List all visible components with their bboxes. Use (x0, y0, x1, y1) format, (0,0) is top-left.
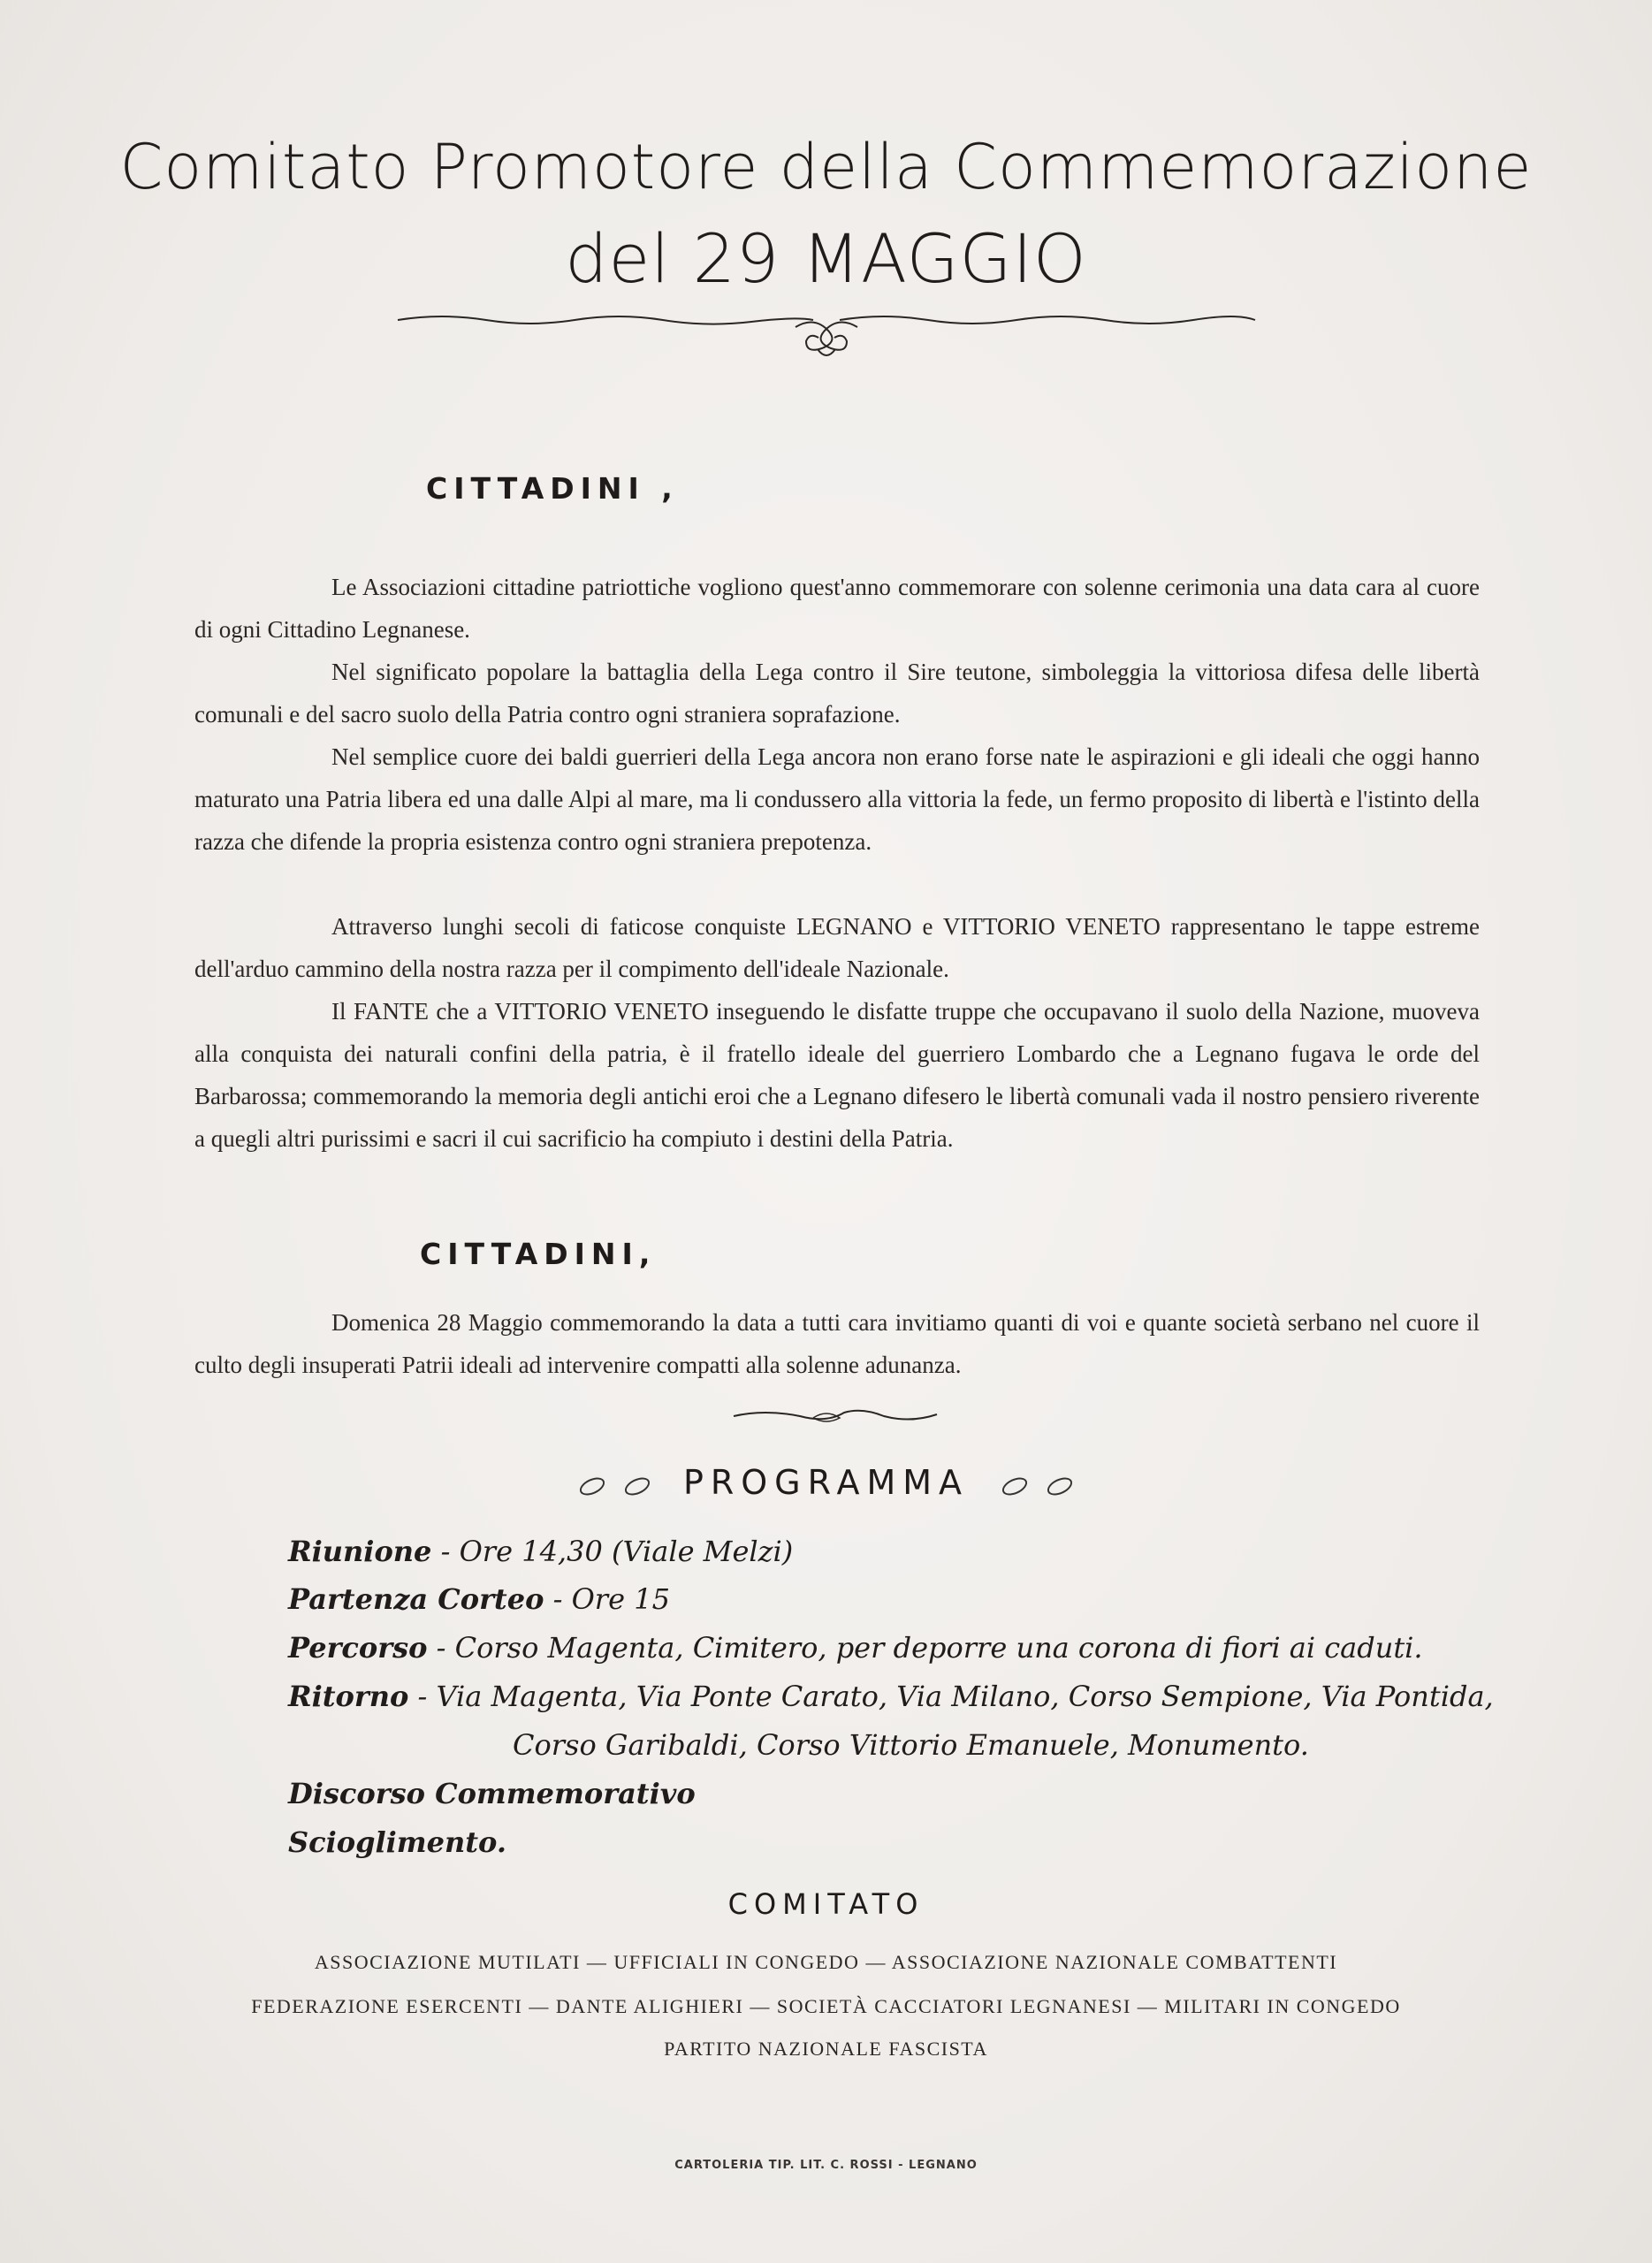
programma-heading-row (0, 1463, 1652, 1502)
programma-heading: PROGRAMMA (682, 1463, 970, 1502)
program-item (288, 1582, 670, 1616)
program-item-sep: - (431, 1535, 460, 1568)
program-item-label: Riunione (288, 1535, 432, 1568)
paragraph-6: Domenica 28 Maggio commemorando la data a tutti cara invitiamo quanti di voi e quante società serbano nel cuore il culto degli insuperati Patrii ideali ad intervenire compatti alla solenne adunanza. (194, 1309, 1480, 1378)
paragraph-1: Le Associazioni cittadine patriottiche vogliono quest'anno commemorare con solenne cerimonia una data cara al cuore di ogni Cittadino Legnanese. (194, 574, 1480, 643)
program-item (288, 1777, 696, 1810)
paragraph-2: Nel significato popolare la battaglia della Lega contro il Sire teutone, simboleggia la vittoriosa difesa delle libertà comunali e del sacro suolo della Patria contro ogni straniera soprafazione. (194, 659, 1480, 728)
section-1-heading: CITTADINI , (426, 471, 679, 506)
comitato-line: ASSOCIAZIONE MUTILATI — UFFICIALI IN CONGEDO — ASSOCIAZIONE NAZIONALE COMBATTENTI (314, 1951, 1338, 1973)
program-item-label: Partenza Corteo (288, 1582, 544, 1616)
program-item-sep: - (427, 1631, 455, 1665)
paragraph-4: Attraverso lunghi secoli di faticose conquiste LEGNANO e VITTORIO VENETO rappresentano le tappe estreme dell'arduo cammino della nostra razza per il compimento dell'ideale Nazionale. (194, 913, 1480, 982)
diamond-ornament-icon (577, 1474, 607, 1498)
paragraph-5: Il FANTE che a VITTORIO VENETO inseguendo le disfatte truppe che occupavano il suolo della Nazione, muoveva alla conquista dei naturali confini della patria, è il fratello ideale del guerriero Lombardo che a Legnano fugava le orde del Barbarossa; commemorando la memoria degli antichi eroi che a Legnano difesero le libertà comunali vada il nostro pensiero riverente a quegli altri purissimi e sacri il cui sacrificio ha compiuto i destini della Patria. (194, 998, 1480, 1152)
program-item-value: Via Magenta, Via Ponte Carato, Via Milano, Corso Sempione, Via Pontida, (436, 1680, 1494, 1713)
small-flourish (729, 1406, 941, 1427)
ornament-divider (389, 309, 1264, 371)
diamond-ornament-icon (622, 1474, 652, 1498)
program-item-label: Percorso (288, 1631, 428, 1665)
program-item (288, 1680, 1494, 1713)
program-item-sep: - (408, 1680, 437, 1713)
program-item (288, 1631, 1423, 1665)
program-item-label: Discorso Commemorativo (288, 1777, 696, 1810)
program-item-continuation: Corso Garibaldi, Corso Vittorio Emanuele, Monumento. (513, 1728, 1309, 1762)
printer-credit: CARTOLERIA TIP. LIT. C. ROSSI - LEGNANO (674, 2159, 978, 2172)
program-item-sep: - (544, 1582, 572, 1616)
program-item-value: Ore 15 (571, 1582, 670, 1616)
comitato-line: FEDERAZIONE ESERCENTI — DANTE ALIGHIERI — SOCIETÀ CACCIATORI LEGNANESI — MILITARI IN CONGEDO (251, 1995, 1401, 2017)
comitato-line: PARTITO NAZIONALE FASCISTA (664, 2038, 988, 2060)
comitato-heading: COMITATO (727, 1887, 925, 1921)
program-item-label: Scioglimento. (288, 1825, 506, 1859)
paragraph-3: Nel semplice cuore dei baldi guerrieri della Lega ancora non erano forse nate le aspirazioni e gli ideali che oggi hanno maturato una Patria libera ed una dalle Alpi al mare, ma li condussero alla vittoria la fede, un fermo proposito di libertà e l'istinto della razza che difende la propria esistenza contro ogni straniera prepotenza. (194, 743, 1480, 855)
diamond-ornament-icon (1045, 1474, 1075, 1498)
diamond-ornament-icon (1000, 1474, 1030, 1498)
title-line-1: Comitato Promotore della Commemorazione (119, 131, 1533, 203)
section-2-heading: CITTADINI, (420, 1237, 657, 1271)
program-item-value: Ore 14,30 (Viale Melzi) (459, 1535, 794, 1568)
title-line-2: del 29 MAGGIO (565, 219, 1087, 298)
program-item-label: Ritorno (288, 1680, 409, 1713)
program-item (288, 1825, 506, 1859)
program-item (288, 1535, 793, 1568)
program-item-value: Corso Magenta, Cimitero, per deporre una corona di fiori ai caduti. (454, 1631, 1423, 1665)
